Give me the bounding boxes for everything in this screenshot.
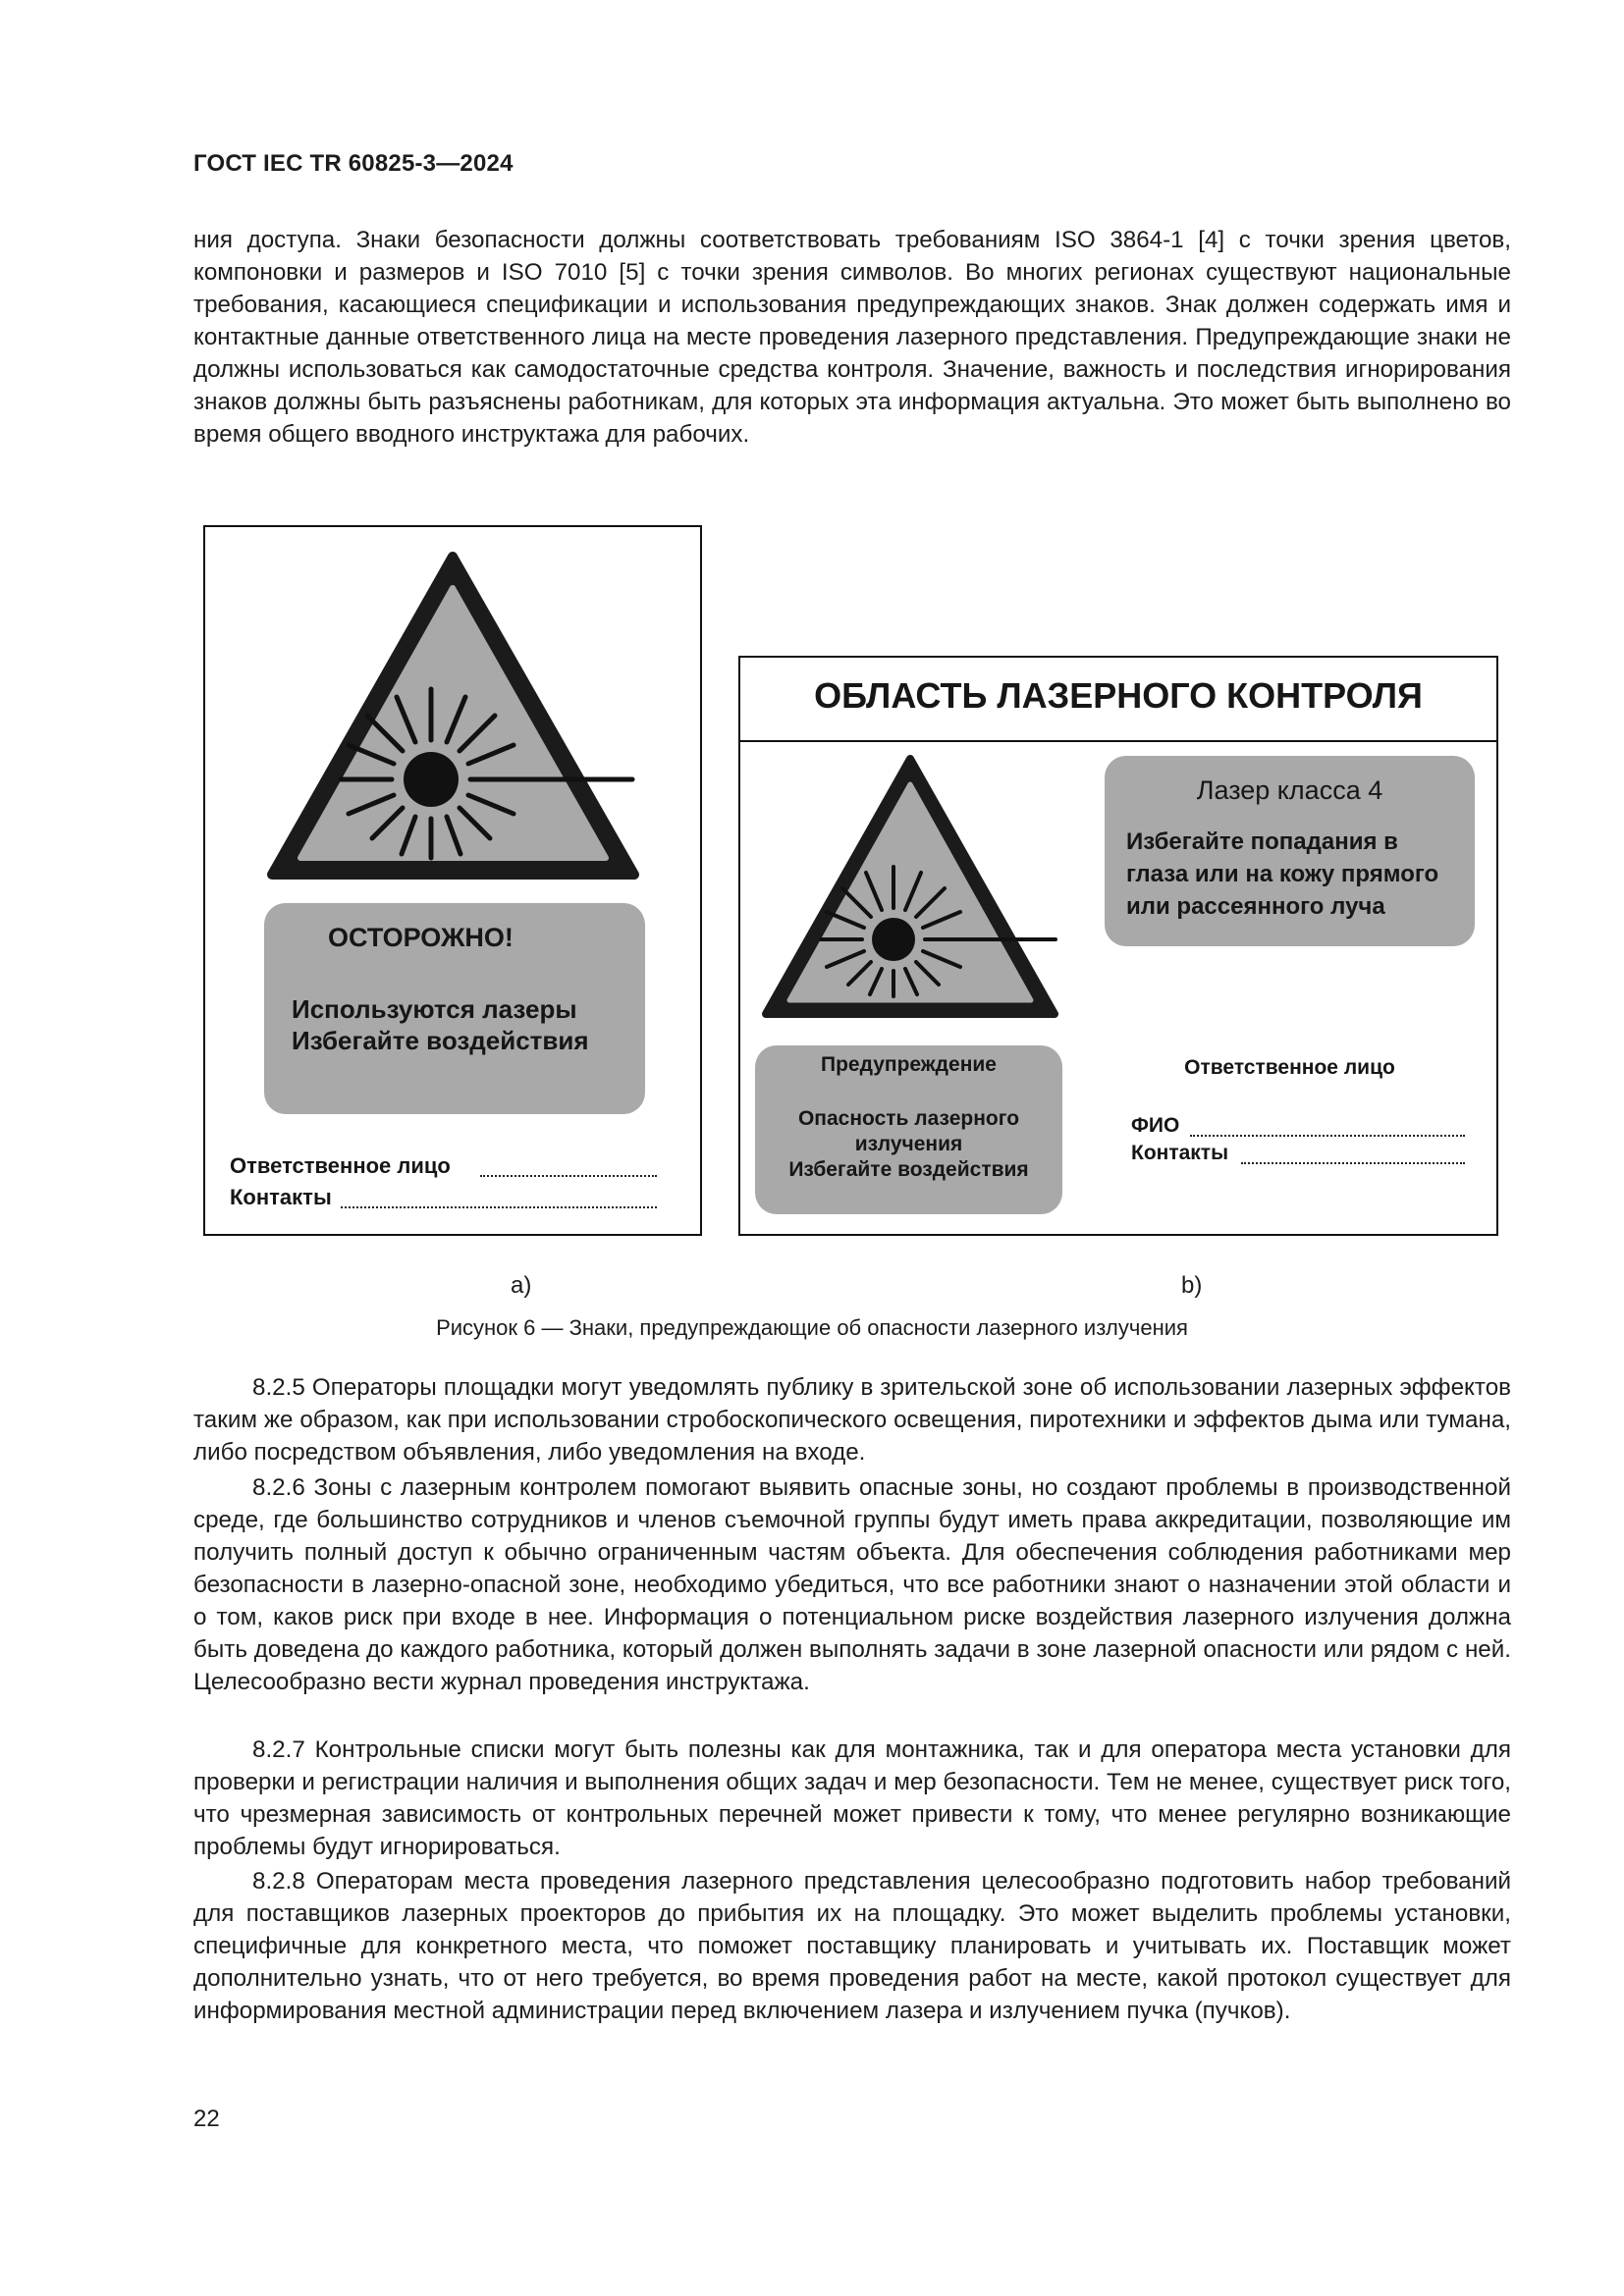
paragraph-8-2-8: 8.2.8 Операторам места проведения лазерного представления целесообразно подготовить набор требований для поставщиков лазерных проекторов до прибытия их на площадку. Это может выделить проблемы установки, специфичные для конкретного места, что поможет поставщику планировать и учитывать их. Поставщик может дополнительно узнать, что от него требуется, во время проведения работ на месте, какой протокол существует для информирования местной администрации перед включением лазера и излучением пучка (пучков). <box>193 1868 1511 2024</box>
danger-line-1: Опасность лазерного <box>797 1107 1020 1130</box>
caution-heading: ОСТОРОЖНО! <box>328 923 514 952</box>
document-header: ГОСТ IEC TR 60825-3—2024 <box>193 150 514 177</box>
figure-caption: Рисунок 6 — Знаки, предупреждающие об опасности лазерного излучения <box>436 1315 1188 1340</box>
avoid-line-1: Избегайте попадания в <box>1126 828 1398 855</box>
figure-label-a: a) <box>511 1272 532 1299</box>
laser-class-label: Лазер класса 4 <box>1196 775 1383 805</box>
figure-label-b: b) <box>1181 1272 1203 1299</box>
paragraph-8-2-5: 8.2.5 Операторы площадки могут уведомлять публику в зрительской зоне об использовании лазерных эффектов таким же образом, как при использовании стробоскопического освещения, пиротехники и эффектов дыма или тумана, либо посредством объявления, либо уведомления на входе. <box>193 1374 1511 1466</box>
danger-line-3: Избегайте воздействия <box>788 1158 1029 1181</box>
intro-paragraph: ния доступа. Знаки безопасности должны соответствовать требованиям ISO 3864-1 [4] с точки зрения цветов, компоновки и размеров и ISO 7010 [5] с точки зрения символов. Во многих регионах существуют национальные требования, касающиеся спецификации и использования предупреждающих знаков. Знак должен содержать имя и контактные данные ответственного лица на месте проведения лазерного представления. Предупреждающие знаки не должны использоваться как самодостаточные средства контроля. Значение, важность и последствия игнорирования знаков должны быть разъяснены работникам, для которых эта информация актуальна. Это может быть выполнено во время общего вводного инструктажа для рабочих. <box>193 227 1511 448</box>
avoid-line-3: или рассеянного луча <box>1126 893 1385 920</box>
caution-line-1: Используются лазеры <box>292 994 577 1024</box>
caution-line-2: Избегайте воздействия <box>292 1026 589 1055</box>
laser-sign-b <box>738 656 1498 1236</box>
fio-label: ФИО <box>1131 1114 1180 1137</box>
contacts-label: Контакты <box>230 1185 332 1209</box>
laser-control-area-title: ОБЛАСТЬ ЛАЗЕРНОГО КОНТРОЛЯ <box>814 675 1423 716</box>
laser-warning-icon-b <box>758 751 1062 1026</box>
avoid-line-2: глаза или на кожу прямого <box>1126 861 1439 887</box>
laser-warning-icon <box>264 549 642 887</box>
paragraph-8-2-7: 8.2.7 Контрольные списки могут быть полезны как для монтажника, так и для оператора места установки для проверки и регистрации наличия и выполнения общих задач и мер безопасности. Тем не менее, существует риск того, что чрезмерная зависимость от контрольных перечней может привести к тому, что менее регулярно возникающие проблемы будут игнорироваться. <box>193 1736 1511 1860</box>
responsible-dots <box>480 1175 657 1177</box>
page-number: 22 <box>193 2106 220 2132</box>
responsible-person-label: Ответственное лицо <box>230 1153 451 1178</box>
fio-dots <box>1190 1135 1465 1137</box>
title-divider <box>740 740 1496 742</box>
contacts-dots-b <box>1241 1162 1465 1164</box>
danger-line-2: излучения <box>854 1133 963 1155</box>
contacts-dots <box>341 1206 657 1208</box>
warning-heading: Предупреждение <box>821 1053 997 1076</box>
contacts-label-b: Контакты <box>1131 1142 1229 1164</box>
laser-sign-a <box>203 525 702 1236</box>
responsible-person-label-b: Ответственное лицо <box>1184 1056 1395 1079</box>
paragraph-8-2-6: 8.2.6 Зоны с лазерным контролем помогают выявить опасные зоны, но создают проблемы в производственной среде, где большинство сотрудников и членов съемочной группы будут иметь права аккредитации, позволяющие им получить полный доступ к обычно ограниченным частям объекта. Для обеспечения соблюдения работниками мер безопасности в лазерно-опасной зоне, необходимо убедиться, что все работники знают о назначении этой области и о том, каков риск при входе в нее. Информация о потенциальном риске воздействия лазерного излучения должна быть доведена до каждого работника, который должен выполнять задачи в зоне лазерной опасности или рядом с ней. Целесообразно вести журнал проведения инструктажа. <box>193 1474 1511 1695</box>
